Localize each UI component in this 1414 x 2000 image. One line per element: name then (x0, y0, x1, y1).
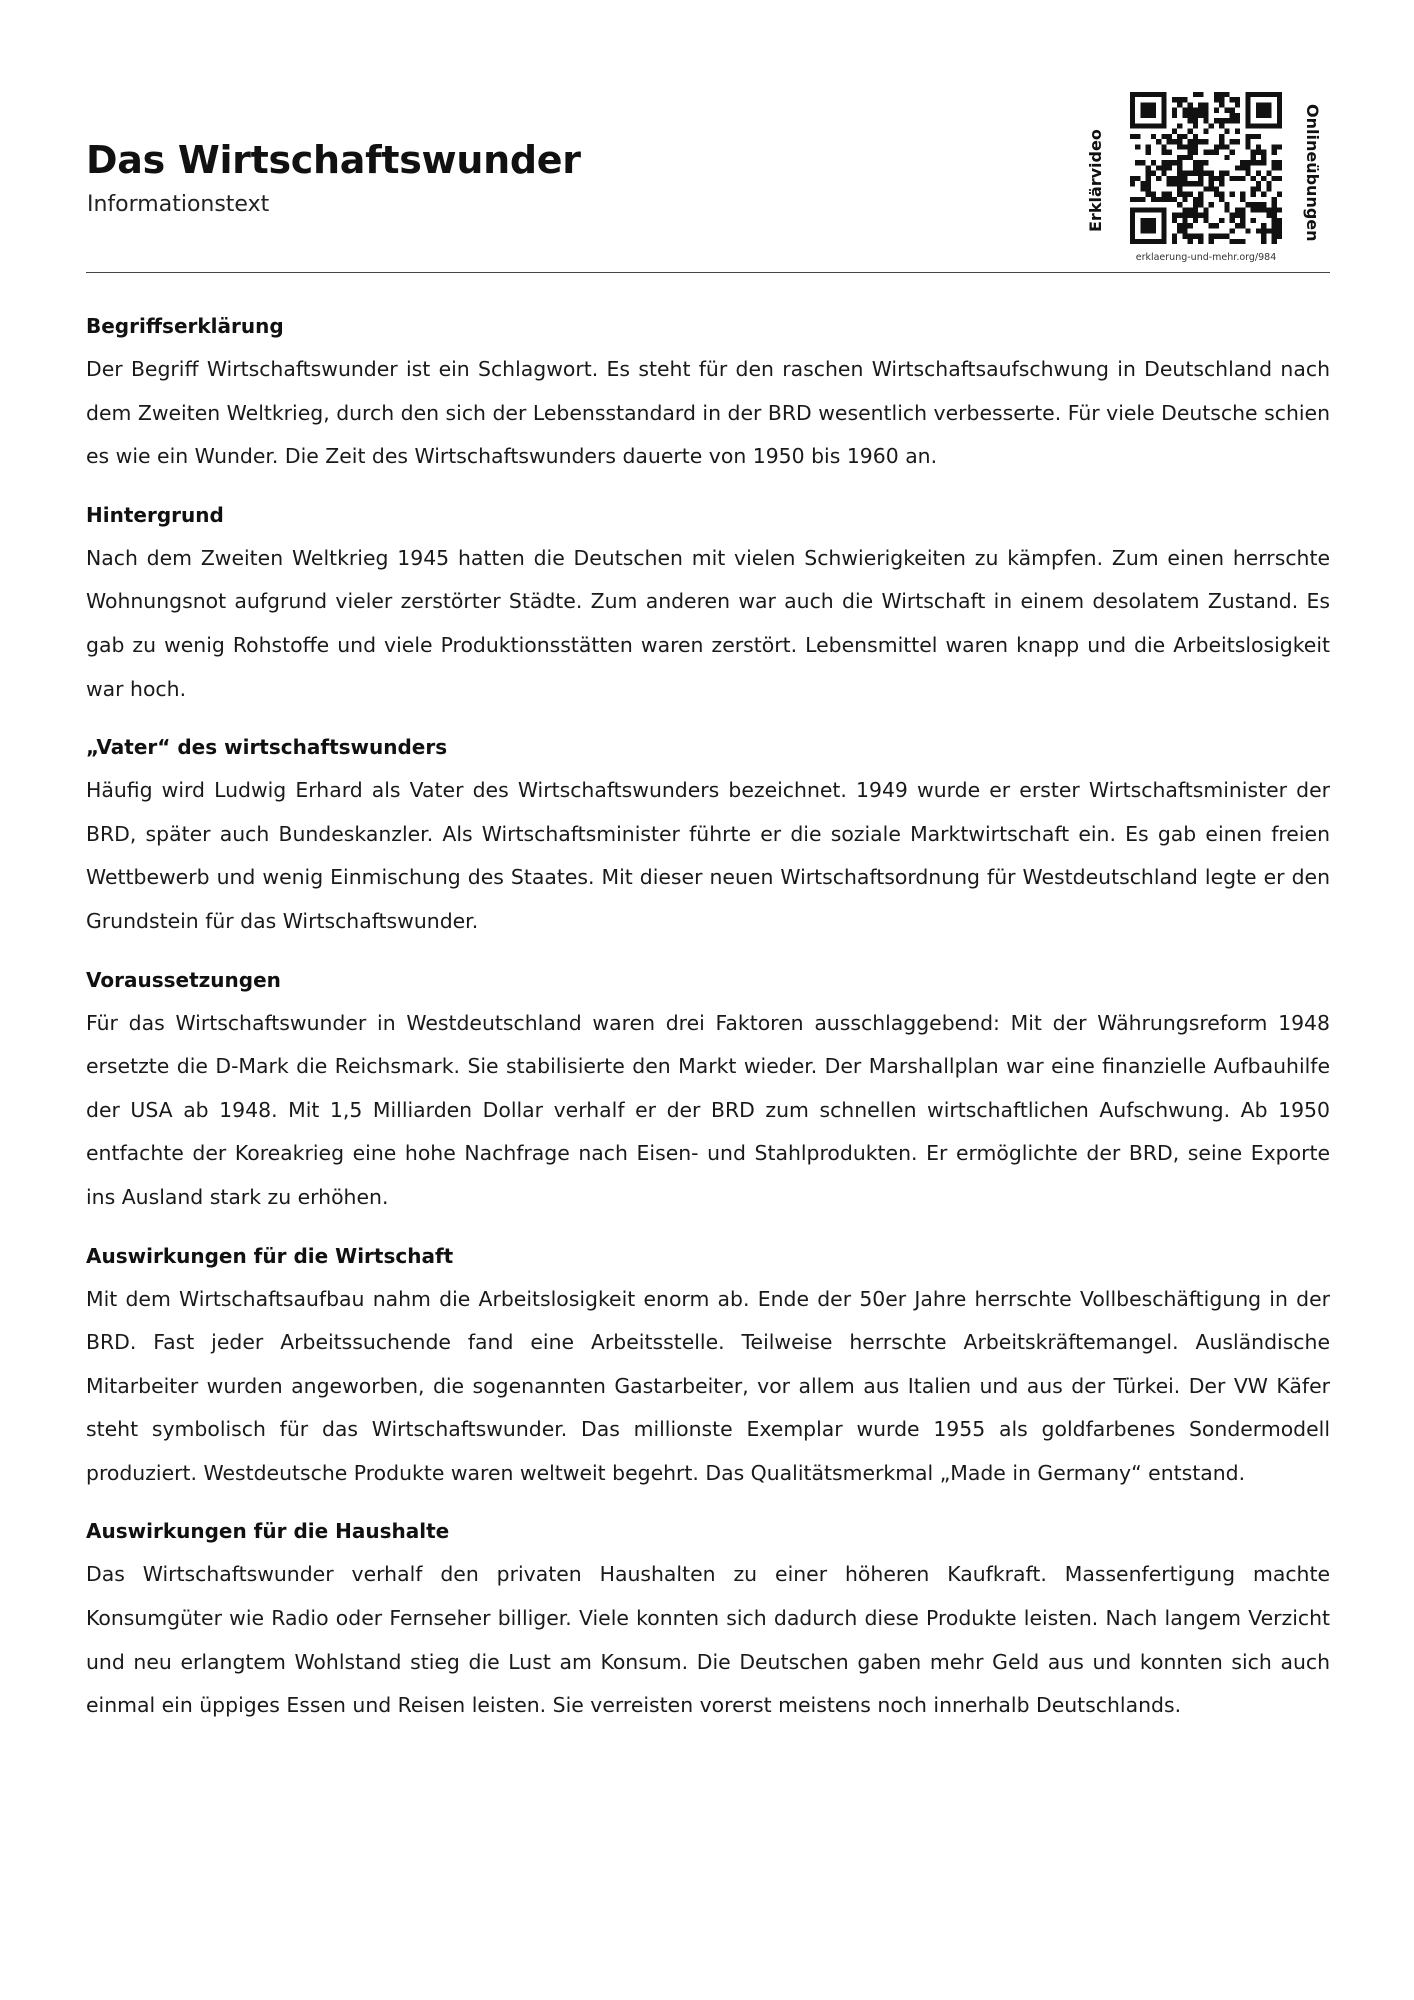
section-paragraph: Häufig wird Ludwig Erhard als Vater des Wirtschaftswunders bezeichnet. 1949 wurde er erster Wirtschaftsminister der BRD, später auch Bundeskanzler. Als Wirtschaftsminister führte er die soziale Marktwirtschaft ein. Es gab einen freien Wettbewerb und wenig Einmischung des Staates. Mit dieser neuen Wirtschaftsordnung für Westdeutschland legte er den Grundstein für das Wirtschaftswunder. (86, 778, 1330, 933)
section-paragraph: Mit dem Wirtschaftsaufbau nahm die Arbeitslosigkeit enorm ab. Ende der 50er Jahre herrschte Vollbeschäftigung in der BRD. Fast jeder Arbeitssuchende fand eine Arbeitsstelle. Teilweise herrschte Arbeitskräftemangel. Ausländische Mitarbeiter wurden angeworben, die sogenannten Gastarbeiter, vor allem aus Italien und aus der Türkei. Der VW Käfer steht symbolisch für das Wirtschaftswunder. Das millionste Exemplar wurde 1955 als goldfarbenes Sondermodell produziert. Westdeutsche Produkte waren weltweit begehrt. Das Qualitätsmerkmal „Made in Germany“ entstand. (86, 1286, 1330, 1485)
page-subtitle: Informationstext (87, 192, 270, 217)
section-heading: Auswirkungen für die Haushalte (86, 1519, 450, 1544)
page-title: Das Wirtschaftswunder (86, 138, 581, 182)
qr-code-icon[interactable] (1130, 92, 1282, 244)
qr-url-caption: erklaerung-und-mehr.org/984 (1135, 252, 1277, 263)
section-auswirkungen-wirtschaft (86, 1234, 1330, 1496)
section-paragraph: Das Wirtschaftswunder verhalf den privaten Haushalten zu einer höheren Kaufkraft. Massenfertigung machte Konsumgüter wie Radio oder Fernseher billiger. Viele konnten sich dadurch diese Produkte leisten. Nach langem Verzicht und neu erlangtem Wohlstand stieg die Lust am Konsum. Die Deutschen gaben mehr Geld aus und konnten sich auch einmal ein üppiges Essen und Reisen leisten. Sie verreisten vorerst meistens noch innerhalb Deutschlands. (86, 1562, 1330, 1718)
document-body (86, 304, 1330, 1742)
section-vater (86, 725, 1330, 943)
section-heading: Begriffserklärung (86, 314, 284, 338)
section-paragraph: Der Begriff Wirtschaftswunder ist ein Schlagwort. Es steht für den raschen Wirtschaftsaufschwung in Deutschland nach dem Zweiten Weltkrieg, durch den sich der Lebensstandard in der BRD wesentlich verbesserte. Für viele Deutsche schien es wie ein Wunder. Die Zeit des Wirtschaftswunders dauerte von 1950 bis 1960 an. (86, 357, 1330, 469)
section-paragraph: Für das Wirtschaftswunder in Westdeutschland waren drei Faktoren ausschlaggebend: Mit der Währungsreform 1948 ersetzte die D-Mark die Reichsmark. Sie stabilisierte den Markt wieder. Der Marshallplan war eine finanzielle Aufbauhilfe der USA ab 1948. Mit 1,5 Milliarden Dollar verhalf er der BRD zum schnellen wirtschaftlichen Aufschwung. Ab 1950 entfachte der Koreakrieg eine hohe Nachfrage nach Eisen- und Stahlprodukten. Er ermöglichte der BRD, seine Exporte ins Ausland stark zu erhöhen. (86, 1010, 1330, 1209)
header-divider (86, 272, 1330, 273)
section-voraussetzungen (86, 958, 1330, 1220)
section-hintergrund (86, 493, 1330, 711)
section-heading: Auswirkungen für die Wirtschaft (86, 1243, 454, 1268)
online-exercises-label: Onlineübungen (1303, 104, 1322, 242)
section-auswirkungen-haushalte (86, 1509, 1330, 1727)
section-begriffserklaerung (86, 304, 1330, 479)
section-heading: Voraussetzungen (86, 967, 281, 992)
explainer-video-label: Erklärvideo (1086, 129, 1105, 232)
section-paragraph: Nach dem Zweiten Weltkrieg 1945 hatten die Deutschen mit vielen Schwierigkeiten zu kämpfen. Zum einen herrschte Wohnungsnot aufgrund vieler zerstörter Städte. Zum anderen war auch die Wirtschaft in einem desolatem Zustand. Es gab zu wenig Rohstoffe und viele Produktionsstätten waren zerstört. Lebensmittel waren knapp und die Arbeitslosigkeit war hoch. (86, 545, 1330, 701)
section-heading: „Vater“ des wirtschaftswunders (86, 735, 448, 760)
section-heading: Hintergrund (86, 502, 224, 527)
